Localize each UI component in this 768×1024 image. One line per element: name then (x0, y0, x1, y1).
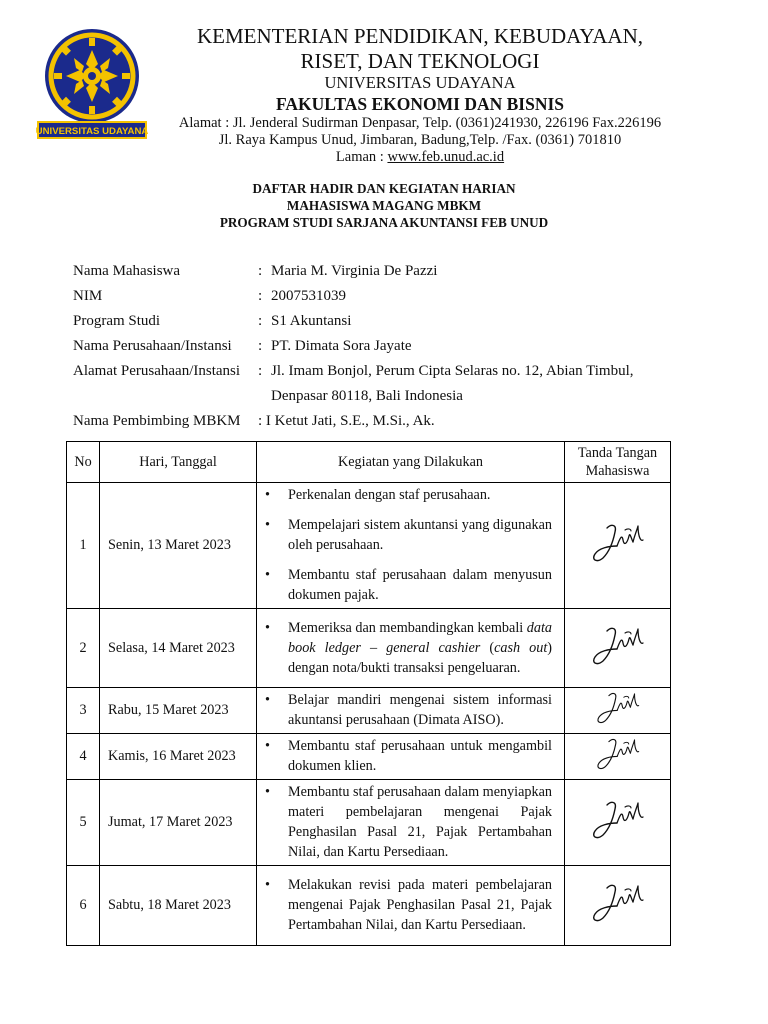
row-date: Senin, 13 Maret 2023 (100, 483, 257, 609)
supervisor-label: Nama Pembimbing MBKM (73, 413, 241, 429)
company-label: Nama Perusahaan/Instansi (73, 338, 232, 354)
activity-item: • Mempelajari sistem akuntansi yang digunakan oleh perusahaan. (261, 515, 552, 555)
row-no: 5 (67, 780, 100, 866)
signature-cell (565, 866, 671, 946)
activity-text: ( (480, 639, 495, 656)
signature-icon (587, 880, 649, 926)
logo-banner-text: UNIVERSITAS UDAYANA (36, 126, 148, 137)
row-no: 1 (67, 483, 100, 609)
activity-item: • Belajar mandiri mengenai sistem informasi akuntansi perusahaan (Dimata AISO). (261, 690, 552, 730)
title-line-2: MAHASISWA MAGANG MBKM (286, 198, 482, 213)
row-date: Rabu, 15 Maret 2023 (100, 688, 257, 734)
row-activities (257, 688, 565, 734)
header-no: No (67, 442, 100, 483)
signature-cell (565, 780, 671, 866)
signature-icon (587, 797, 649, 843)
table-row (67, 609, 671, 688)
activity-item: • Perkenalan dengan staf perusahaan. (261, 485, 552, 505)
website-link[interactable]: www.feb.unud.ac.id (387, 148, 505, 165)
signature-icon (587, 689, 649, 727)
address-line-2: Jl. Raya Kampus Unud, Jimbaran, Badung,Telp. /Fax. (0361) 701810 (218, 132, 622, 149)
company-value: PT. Dimata Sora Jayate (271, 338, 412, 354)
activity-text: Memeriksa dan membandingkan kembali (288, 619, 527, 636)
activity-item: • Membantu staf perusahaan untuk mengambil dokumen klien. (261, 736, 552, 776)
header-activity: Kegiatan yang Dilakukan (257, 442, 565, 483)
colon: : (258, 313, 263, 329)
table-row (67, 688, 671, 734)
row-activities (257, 866, 565, 946)
signature-cell (565, 688, 671, 734)
colon: : (258, 363, 263, 379)
company-address-label: Alamat Perusahaan/Instansi (73, 363, 241, 379)
faculty-name: FAKULTAS EKONOMI DAN BISNIS (276, 94, 564, 115)
colon: : (258, 338, 263, 354)
company-address-line-1: Jl. Imam Bonjol, Perum Cipta Selaras no. 12, Abian Timbul, (271, 363, 634, 379)
activity-italic-text: cash out (494, 639, 548, 656)
row-no: 4 (67, 734, 100, 780)
title-line-1: DAFTAR HADIR DAN KEGIATAN HARIAN (252, 181, 516, 196)
ministry-line-1: KEMENTERIAN PENDIDIKAN, KEBUDAYAAN, (196, 24, 644, 48)
company-address-line-2: Denpasar 80118, Bali Indonesia (271, 388, 463, 404)
table-header-row (67, 442, 671, 483)
activity-item (261, 618, 552, 678)
university-logo (36, 26, 148, 142)
nim-value: 2007531039 (271, 288, 346, 304)
signature-icon (587, 520, 649, 566)
program-value: S1 Akuntansi (271, 313, 352, 329)
header-signature (565, 442, 671, 483)
university-name: UNIVERSITAS UDAYANA (324, 73, 516, 93)
activity-item: • Membantu staf perusahaan dalam menyiapkan materi pembelajaran mengenai Pajak Penghasilan Pasal 21, Pajak Pertambahan Nilai, dan Kartu Persediaan. (261, 782, 552, 862)
website-label: Laman : (335, 148, 388, 165)
row-activities (257, 609, 565, 688)
table-row (67, 780, 671, 866)
title-line-3: PROGRAM STUDI SARJANA AKUNTANSI FEB UNUD (219, 215, 549, 230)
row-date: Kamis, 16 Maret 2023 (100, 734, 257, 780)
signature-cell (565, 483, 671, 609)
colon: : (258, 263, 263, 279)
colon: : (258, 288, 263, 304)
supervisor-value: : I Ketut Jati, S.E., M.Si., Ak. (258, 413, 435, 429)
header-signature-line-1: Tanda Tangan (577, 445, 658, 461)
signature-icon (587, 623, 649, 669)
activity-text: ) dengan nota/bukti transaksi pengeluaran. (288, 639, 552, 676)
student-name-label: Nama Mahasiswa (73, 263, 181, 279)
row-no: 6 (67, 866, 100, 946)
activity-italic-text: data book ledger – general cashier (288, 619, 552, 656)
row-activities (257, 734, 565, 780)
table-row (67, 734, 671, 780)
ministry-line-2: RISET, DAN TEKNOLOGI (300, 49, 540, 74)
student-name: Maria M. Virginia De Pazzi (271, 263, 438, 279)
activity-item: • Melakukan revisi pada materi pembelajaran mengenai Pajak Penghasilan Pasal 21, Pajak Pertambahan Nilai, dan Kartu Persediaan. (261, 875, 552, 935)
signature-icon (587, 735, 649, 773)
table-row (67, 483, 671, 609)
row-activities (257, 780, 565, 866)
row-no: 2 (67, 609, 100, 688)
header-signature-line-2: Mahasiswa (585, 463, 650, 479)
signature-cell (565, 609, 671, 688)
row-activities (257, 483, 565, 609)
address-line-1: Alamat : Jl. Jenderal Sudirman Denpasar, Telp. (0361)241930, 226196 Fax.226196 (178, 115, 662, 132)
row-date: Selasa, 14 Maret 2023 (100, 609, 257, 688)
row-no: 3 (67, 688, 100, 734)
header-date: Hari, Tanggal (100, 442, 257, 483)
program-label: Program Studi (73, 313, 161, 329)
signature-cell (565, 734, 671, 780)
nim-label: NIM (73, 288, 103, 304)
website-line (150, 149, 690, 166)
activity-table (66, 441, 671, 946)
letterhead (150, 24, 690, 165)
table-row (67, 866, 671, 946)
row-date: Jumat, 17 Maret 2023 (100, 780, 257, 866)
document-title (0, 180, 768, 231)
activity-item: • Membantu staf perusahaan dalam menyusun dokumen pajak. (261, 565, 552, 605)
row-date: Sabtu, 18 Maret 2023 (100, 866, 257, 946)
